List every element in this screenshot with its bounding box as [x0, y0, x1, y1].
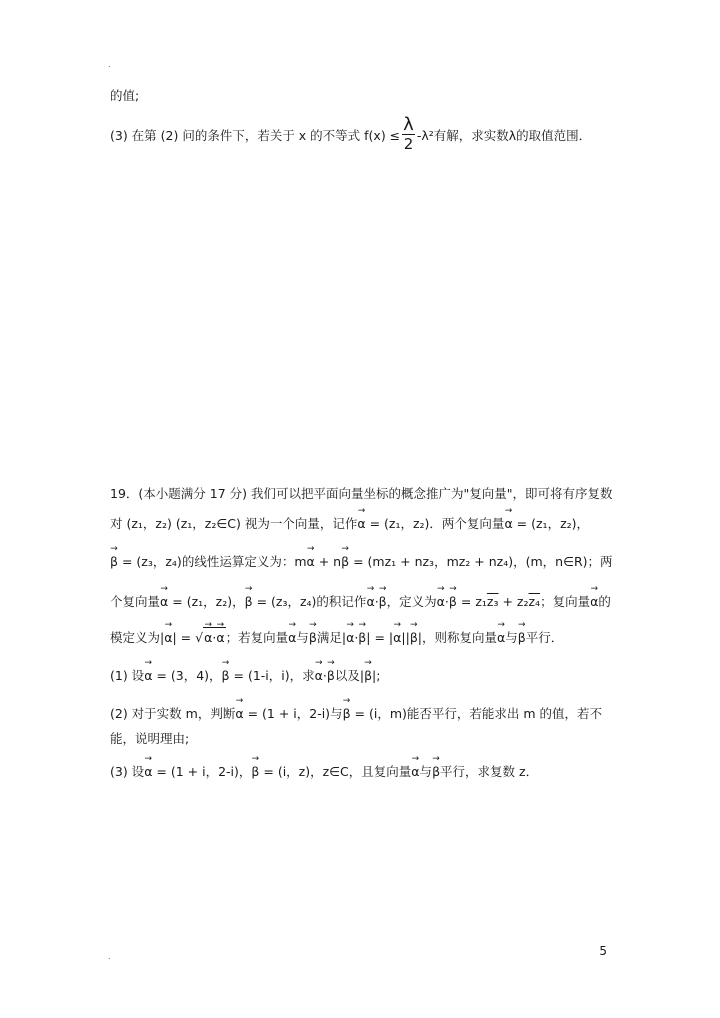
text-segment: -λ²有解，求实数λ的取值范围． — [416, 128, 592, 143]
vector-beta: → β — [251, 766, 259, 779]
text-segment: 满足| — [316, 630, 347, 645]
vector-beta: → β — [245, 596, 253, 609]
text-segment: = (1 + i，2-i)， — [156, 764, 252, 779]
part-3-prompt — [110, 114, 592, 155]
text-segment: (1) 设 — [110, 668, 145, 683]
text-segment: 以及| — [334, 668, 365, 683]
problem-19-intro: 19．(本小题满分 17 分) 我们可以把平面向量坐标的概念推广为"复向量"，即可将有序复数 — [110, 486, 613, 501]
vector-alpha: → α — [346, 632, 354, 645]
fraction-numerator: λ — [403, 114, 414, 135]
text-segment: = (i，m)能否平行，若能求出 m 的值，若不 — [354, 706, 603, 721]
vector-beta: → β — [364, 670, 372, 683]
vector-beta: → β — [410, 632, 418, 645]
text-segment: 个复向量 — [110, 594, 161, 609]
text-segment: = (z₃，z₄)的积记作 — [256, 594, 367, 609]
vector-beta: → β — [110, 556, 118, 569]
vector-alpha: → α — [411, 766, 419, 779]
text-segment: = (z₁，z₂)， — [516, 516, 590, 531]
text-segment: 模定义为| — [110, 630, 165, 645]
vector-alpha: → α — [366, 596, 374, 609]
text-segment: (3) 设 — [110, 764, 145, 779]
text-segment: 平行． — [525, 630, 564, 645]
text-segment: |; — [372, 668, 381, 683]
vector-alpha: → α — [315, 670, 323, 683]
vector-alpha: → α — [497, 632, 505, 645]
vector-beta: → β — [358, 632, 366, 645]
text-segment: = (z₁，z₂)， — [172, 594, 245, 609]
text-segment: | = | — [366, 630, 394, 645]
dot-operator: · — [322, 668, 327, 683]
text-segment: ；复向量 — [540, 594, 591, 609]
text-segment: 与 — [505, 630, 518, 645]
text-segment: = (mz₁ + nz₃，mz₂ + nz₄)，(m，n∈R)；两 — [353, 554, 613, 569]
text-segment: = (1 + i，2-i)与 — [247, 706, 343, 721]
vector-beta: → β — [432, 766, 440, 779]
text-segment: 的 — [598, 594, 611, 609]
text-line — [110, 632, 563, 645]
vector-beta: → β — [222, 670, 230, 683]
text-segment: || — [401, 630, 410, 645]
vector-alpha: → α — [144, 766, 152, 779]
text-segment: ，定义为 — [386, 594, 437, 609]
vector-alpha: → α — [357, 518, 365, 531]
text-line — [110, 596, 611, 609]
part-2-prompt — [110, 708, 602, 721]
conjugate-z3: z₃ — [486, 594, 499, 609]
dot-operator: · — [212, 630, 217, 645]
conjugate-z4: z₄ — [528, 594, 541, 609]
fraction-lambda-over-2 — [402, 116, 415, 153]
text-segment: (3) 在第 (2) 问的条件下，若关于 x 的不等式 f(x) ≤ — [110, 128, 401, 143]
vector-beta: → β — [343, 708, 351, 721]
margin-dot: . — [108, 952, 111, 961]
vector-beta: → β — [309, 632, 317, 645]
part-1-prompt — [110, 670, 380, 683]
margin-dot: . — [108, 60, 111, 69]
sqrt-content — [203, 627, 225, 645]
vector-alpha: → α — [204, 632, 212, 645]
vector-beta: → β — [341, 556, 349, 569]
vector-alpha: → α — [288, 632, 296, 645]
text-segment: = (3，4)， — [156, 668, 222, 683]
text-line — [110, 518, 589, 531]
vector-beta: → β — [449, 596, 457, 609]
text-line: 能，说明理由; — [110, 731, 190, 746]
text-segment: ；若复向量 — [225, 630, 289, 645]
text-line: 的值; — [110, 88, 140, 103]
vector-alpha: → α — [437, 596, 445, 609]
vector-alpha: → α — [164, 632, 172, 645]
text-segment: = (z₃，z₄)的线性运算定义为：m — [121, 554, 307, 569]
text-segment: (2) 对于实数 m，判断 — [110, 706, 236, 721]
vector-alpha: → α — [216, 632, 224, 645]
text-segment: = (1-i，i)，求 — [233, 668, 315, 683]
vector-beta: → β — [327, 670, 335, 683]
vector-beta: → β — [379, 596, 387, 609]
text-segment: = z₁ — [460, 594, 487, 609]
vector-alpha: → α — [235, 708, 243, 721]
text-segment: = (i，z)，z∈C，且复向量 — [263, 764, 412, 779]
page-number: 5 — [599, 944, 607, 958]
vector-alpha: → α — [307, 556, 315, 569]
text-segment: 与 — [296, 630, 309, 645]
fraction-denominator: 2 — [403, 135, 414, 153]
dot-operator: · — [374, 594, 379, 609]
vector-alpha: → α — [504, 518, 512, 531]
dot-operator: · — [444, 594, 449, 609]
text-segment: 平行，求复数 z． — [440, 764, 539, 779]
vector-alpha: → α — [144, 670, 152, 683]
text-segment: 与 — [419, 764, 433, 779]
vector-alpha: → α — [393, 632, 401, 645]
vector-alpha: → α — [590, 596, 598, 609]
part-3-prompt-19 — [110, 766, 538, 779]
dot-operator: · — [354, 630, 359, 645]
text-segment: + z₂ — [502, 594, 529, 609]
text-segment: + n — [318, 554, 342, 569]
text-segment: |，则称复向量 — [417, 630, 498, 645]
text-segment: 对 (z₁，z₂) (z₁，z₂∈C) 视为一个向量，记作 — [110, 516, 358, 531]
text-line — [110, 556, 613, 569]
text-segment: | = — [172, 630, 192, 645]
sqrt-sign: √ — [195, 630, 204, 645]
vector-alpha: → α — [160, 596, 168, 609]
text-segment: = (z₁，z₂)．两个复向量 — [369, 516, 505, 531]
vector-beta: → β — [518, 632, 526, 645]
